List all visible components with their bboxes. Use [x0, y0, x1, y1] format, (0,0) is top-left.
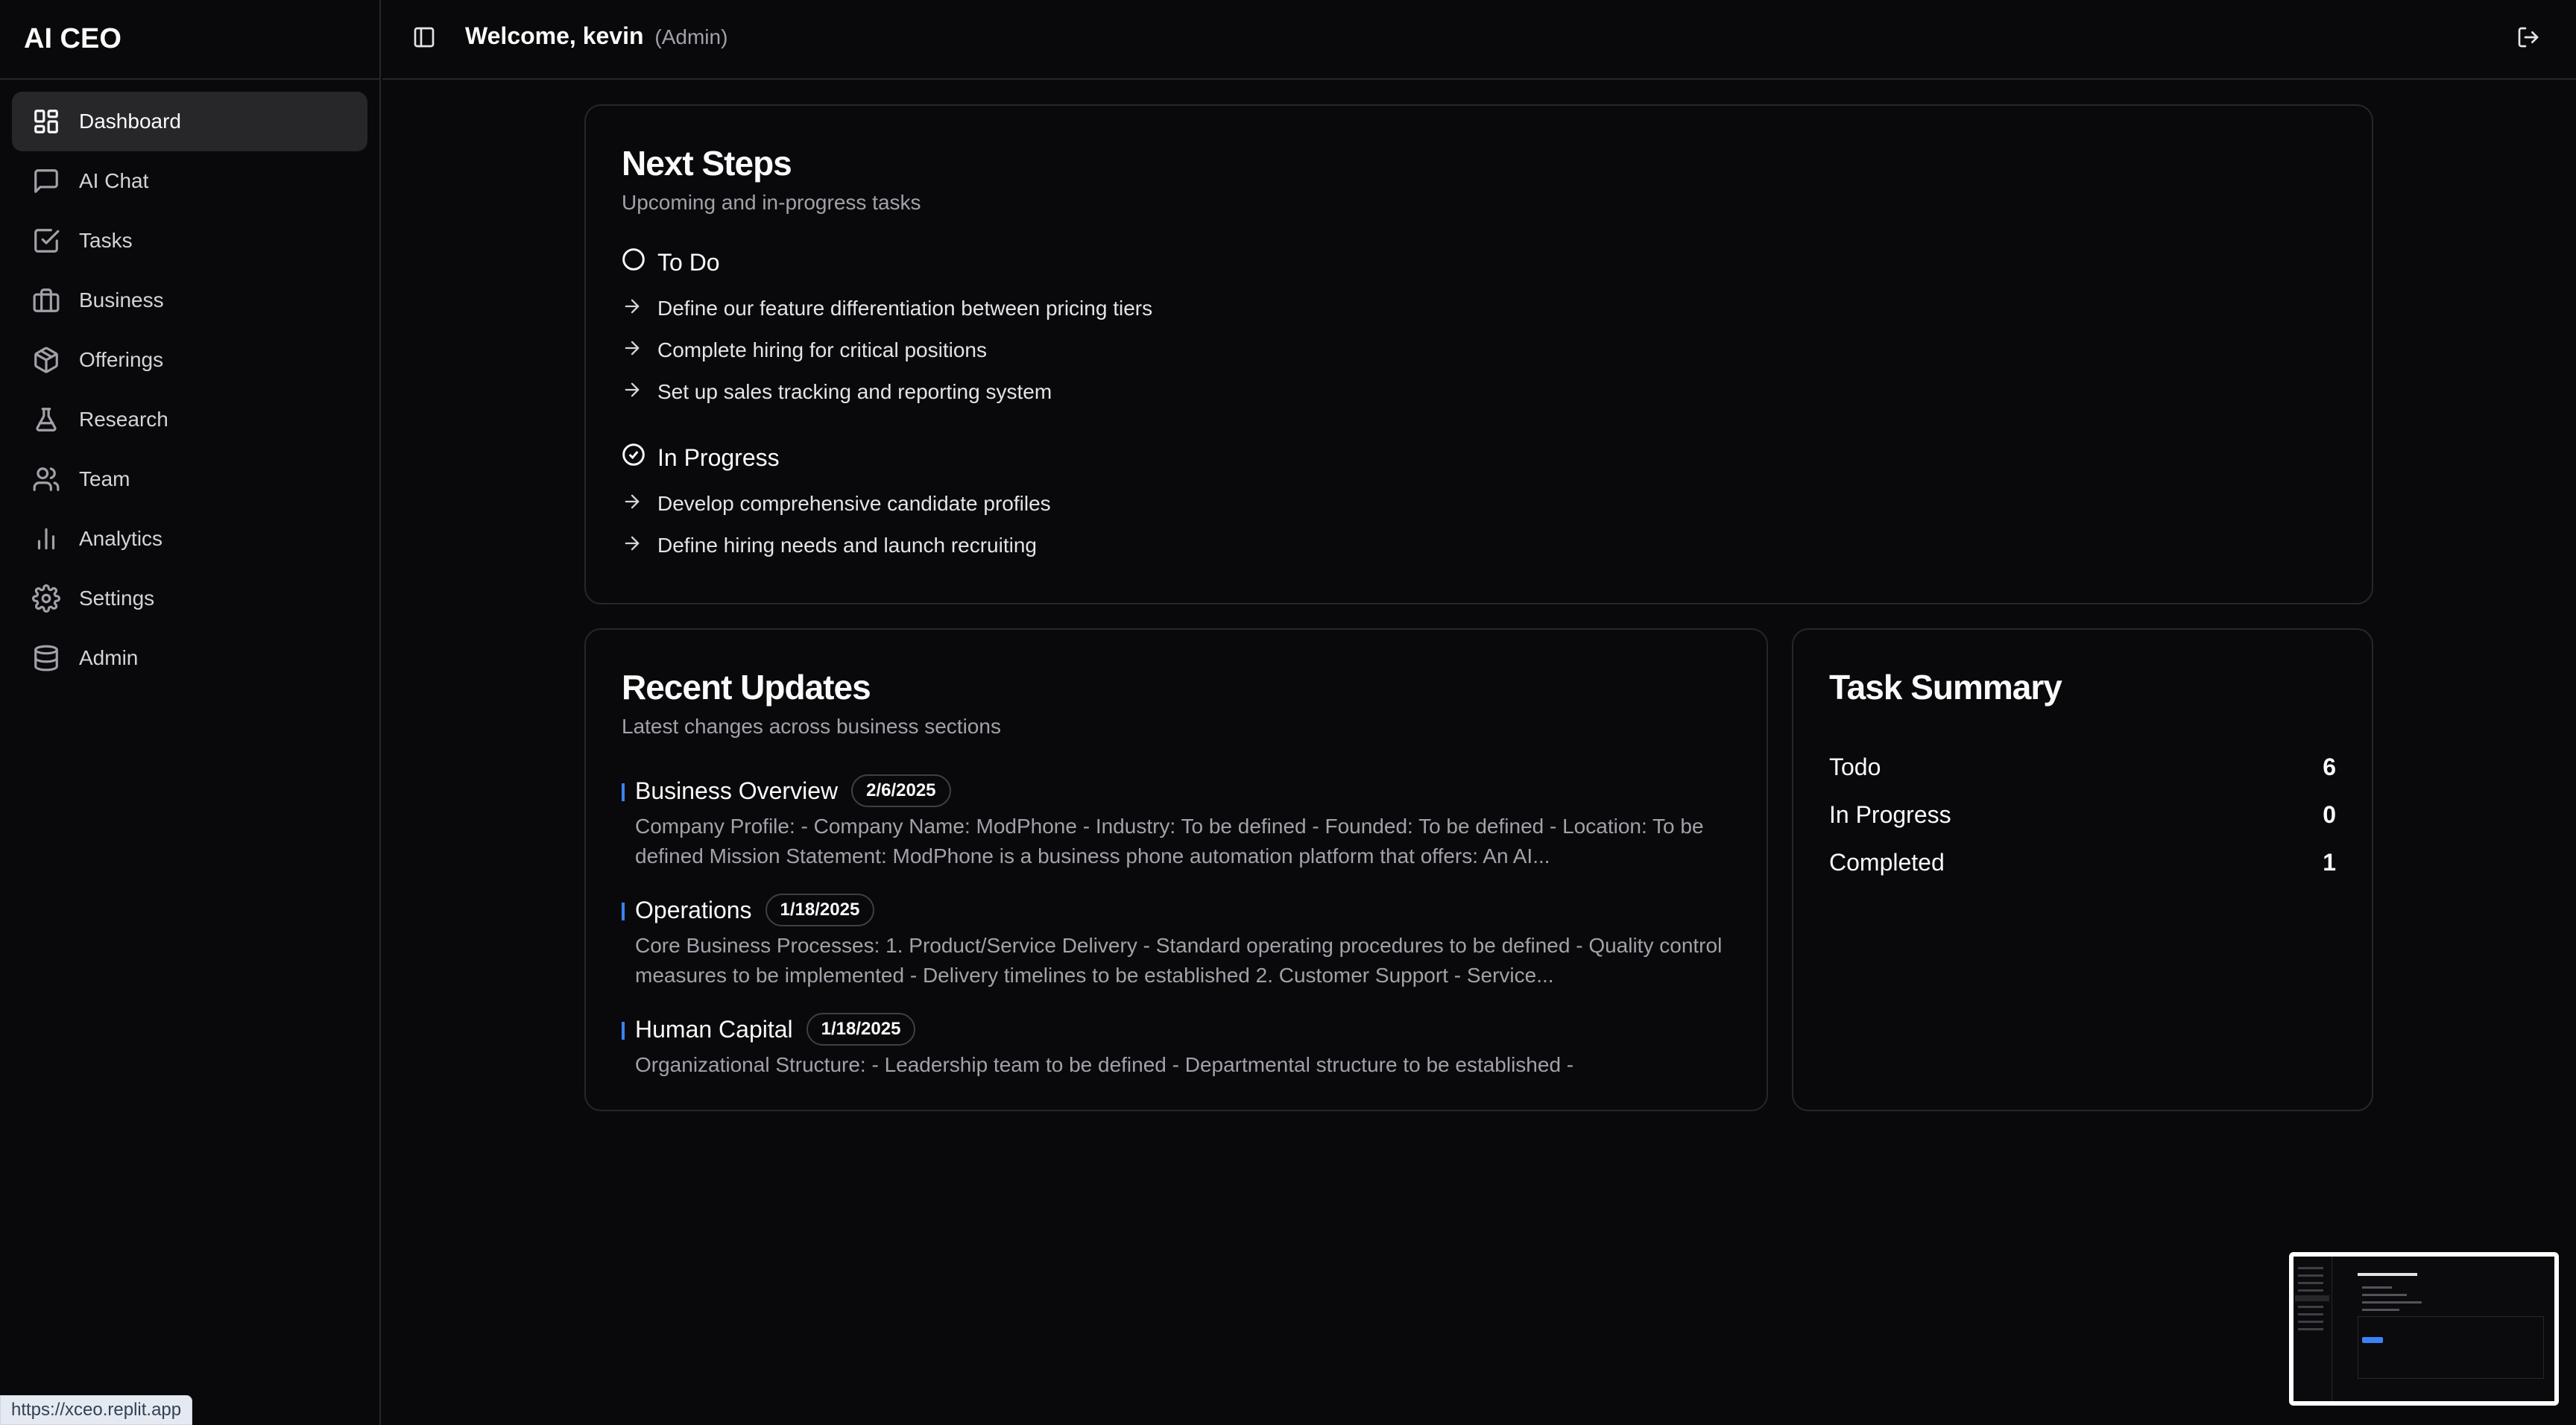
summary-value: 0 [2323, 800, 2336, 828]
thumbnail-line [2298, 1289, 2323, 1292]
status-url: https://xceo.replit.app [0, 1395, 192, 1425]
thumbnail-button [2362, 1337, 2383, 1343]
summary-row-completed [1829, 838, 2336, 886]
sidebar-item-label: AI Chat [79, 169, 149, 192]
welcome-greeting: Welcome, kevin [465, 22, 644, 49]
sidebar-toggle-button[interactable] [412, 25, 442, 55]
check-square-icon [31, 226, 61, 256]
summary-label: In Progress [1829, 800, 1951, 828]
database-icon [31, 643, 61, 673]
thumbnail-active-item [2295, 1295, 2329, 1301]
list-item[interactable] [622, 288, 2336, 329]
task-summary-title: Task Summary [1829, 668, 2062, 707]
list-item[interactable] [622, 371, 2336, 413]
arrow-right-icon [622, 379, 657, 405]
list-item[interactable] [622, 525, 2336, 566]
sidebar-item-label: Team [79, 467, 130, 490]
update-title: Business Overview [635, 777, 839, 804]
sidebar-item-label: Offerings [79, 348, 164, 371]
summary-rows [1829, 743, 2336, 886]
task-text: Set up sales tracking and reporting system [657, 380, 1052, 403]
task-text: Define our feature differentiation between pricing tiers [657, 297, 1153, 320]
thumbnail-line [2362, 1309, 2399, 1311]
task-text: Develop comprehensive candidate profiles [657, 492, 1051, 515]
thumbnail-line [2362, 1301, 2422, 1304]
package-icon [31, 345, 61, 375]
recent-updates-subtitle: Latest changes across business sections [622, 715, 1001, 738]
thumbnail-line [2298, 1282, 2323, 1284]
list-item[interactable] [622, 329, 2336, 371]
summary-row-todo [1829, 743, 2336, 791]
in-progress-label: In Progress [657, 443, 780, 471]
user-role: (Admin) [654, 25, 728, 48]
sidebar-item-dashboard[interactable] [12, 92, 367, 151]
summary-value: 1 [2323, 848, 2336, 876]
summary-value: 6 [2323, 753, 2336, 780]
thumbnail-line [2298, 1306, 2323, 1308]
list-item[interactable] [622, 483, 2336, 525]
thumbnail-title [2358, 1273, 2417, 1276]
update-item[interactable] [622, 894, 1731, 990]
recent-updates-title: Recent Updates [622, 668, 871, 707]
preview-thumbnail[interactable] [2289, 1252, 2559, 1406]
update-header [635, 774, 1731, 807]
app-title: AI CEO [0, 0, 379, 80]
thumbnail-line [2298, 1313, 2323, 1315]
arrow-right-icon [622, 338, 657, 364]
circle-icon [622, 247, 657, 277]
thumbnail-line [2298, 1274, 2323, 1277]
sidebar [0, 0, 381, 1425]
arrow-right-icon [622, 533, 657, 559]
sidebar-item-label: Dashboard [79, 110, 181, 133]
thumbnail-card [2358, 1316, 2544, 1379]
summary-label: Completed [1829, 848, 1945, 876]
gear-icon [31, 584, 61, 613]
sidebar-item-label: Admin [79, 646, 139, 669]
thumbnail-line [2362, 1286, 2392, 1289]
sidebar-item-business[interactable] [12, 271, 367, 330]
sidebar-item-ai-chat[interactable] [12, 151, 367, 211]
sidebar-nav [0, 80, 379, 700]
thumbnail-line [2362, 1294, 2407, 1296]
flask-icon [31, 405, 61, 435]
next-steps-title: Next Steps [622, 144, 792, 183]
update-item[interactable] [622, 774, 1731, 871]
arrow-right-icon [622, 296, 657, 322]
update-body: Company Profile: - Company Name: ModPhone - Industry: To be defined - Founded: To be defined - Location: To be defined Mission Statement: ModPhone is a business phone automation platform that offers: An AI... [635, 815, 1704, 868]
bar-chart-icon [31, 524, 61, 554]
thumbnail-line [2298, 1328, 2323, 1330]
dashboard-icon [31, 107, 61, 136]
todo-group-title [622, 247, 2336, 277]
todo-label: To Do [657, 248, 720, 276]
update-title: Human Capital [635, 1015, 793, 1043]
logout-button[interactable] [2516, 25, 2546, 55]
sidebar-item-label: Analytics [79, 527, 163, 550]
update-item[interactable] [622, 1013, 1731, 1080]
top-header [382, 0, 2576, 80]
briefcase-icon [31, 285, 61, 315]
task-summary-card [1792, 628, 2373, 1111]
update-body: Core Business Processes: 1. Product/Service Delivery - Standard operating procedures to be defined - Quality control measures to be implemented - Delivery timelines to be established 2. Customer Support - Service... [635, 934, 1723, 987]
log-out-icon [2516, 40, 2540, 52]
chat-icon [31, 166, 61, 196]
sidebar-item-admin[interactable] [12, 628, 367, 688]
in-progress-group-title [622, 443, 2336, 473]
recent-updates-card [584, 628, 1768, 1111]
thumbnail-line [2298, 1321, 2323, 1323]
sidebar-item-team[interactable] [12, 449, 367, 509]
sidebar-item-offerings[interactable] [12, 330, 367, 390]
sidebar-item-label: Settings [79, 587, 155, 610]
next-steps-card [584, 104, 2373, 604]
welcome-text [465, 22, 727, 50]
users-icon [31, 464, 61, 494]
todo-list [622, 288, 2336, 413]
sidebar-item-research[interactable] [12, 390, 367, 449]
sidebar-item-analytics[interactable] [12, 509, 367, 569]
thumbnail-line [2298, 1267, 2323, 1269]
summary-label: Todo [1829, 753, 1881, 780]
date-badge: 1/18/2025 [806, 1013, 916, 1046]
date-badge: 1/18/2025 [765, 894, 875, 926]
task-text: Define hiring needs and launch recruiting [657, 534, 1037, 557]
date-badge: 2/6/2025 [851, 774, 950, 807]
updates-list [622, 774, 1731, 1095]
sidebar-item-settings[interactable] [12, 569, 367, 628]
sidebar-item-label: Tasks [79, 229, 133, 252]
update-header [635, 894, 1731, 926]
update-body: Organizational Structure: - Leadership team to be defined - Departmental structure to be established - [635, 1053, 1574, 1076]
update-header [635, 1013, 1731, 1046]
update-title: Operations [635, 896, 752, 923]
in-progress-list [622, 483, 2336, 566]
thumbnail-sidebar [2294, 1257, 2332, 1401]
task-text: Complete hiring for critical positions [657, 338, 987, 361]
arrow-right-icon [622, 491, 657, 517]
check-circle-icon [622, 443, 657, 473]
sidebar-item-label: Business [79, 288, 164, 312]
sidebar-item-label: Research [79, 408, 168, 431]
next-steps-subtitle: Upcoming and in-progress tasks [622, 191, 921, 214]
sidebar-item-tasks[interactable] [12, 211, 367, 271]
summary-row-in-progress [1829, 791, 2336, 838]
panel-left-icon [412, 40, 436, 52]
